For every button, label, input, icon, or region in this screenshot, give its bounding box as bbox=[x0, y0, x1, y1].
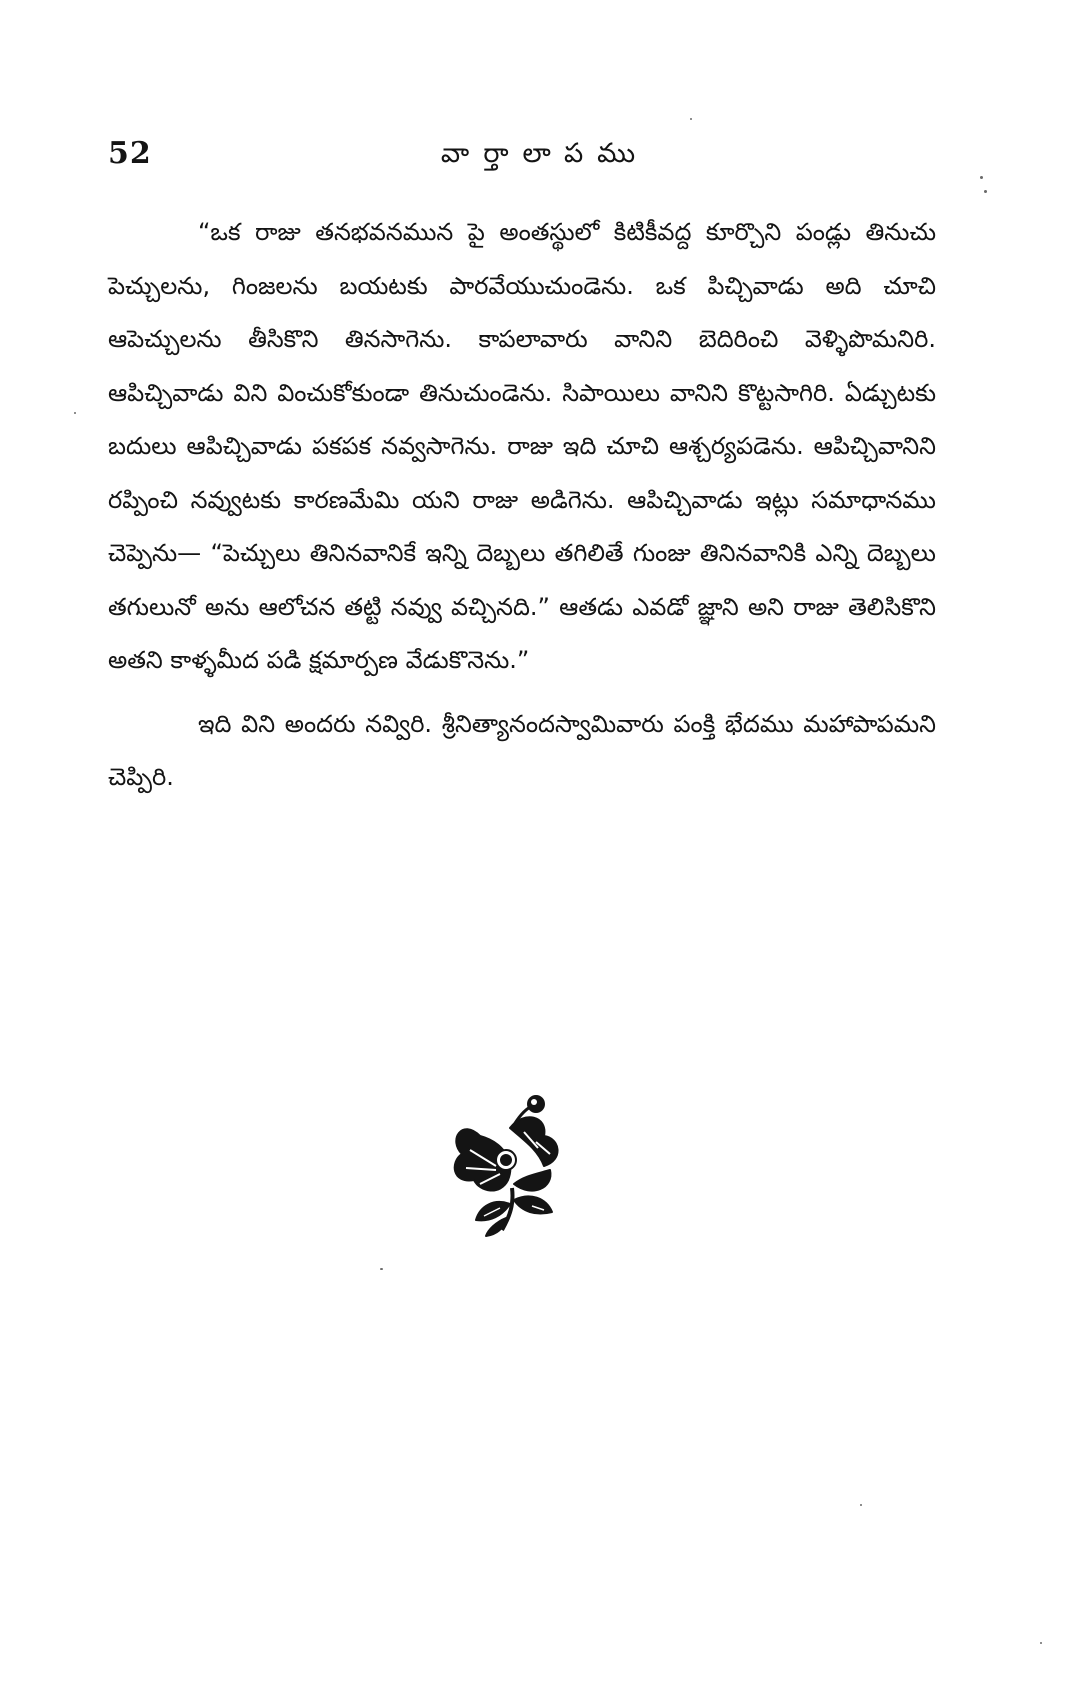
scan-speck bbox=[1040, 1642, 1042, 1644]
closing-paragraph: ఇది విని అందరు నవ్విరి. శ్రీనిత్యానందస్వామివారు పంక్తి భేదము మహాపాపమని చెప్పిరి. bbox=[108, 709, 936, 791]
scan-speck bbox=[984, 190, 987, 193]
scan-speck bbox=[860, 1504, 862, 1506]
scan-speck bbox=[980, 176, 983, 179]
scan-speck bbox=[74, 412, 76, 414]
scan-speck bbox=[690, 118, 692, 120]
body-text bbox=[108, 206, 936, 805]
story-paragraph: “ఒక రాజు తనభవనమున పై అంతస్థులో కిటికీవద్ద కూర్చొని పండ్లు తినుచు పెచ్చులను, గింజలను బయటకు పారవేయుచుండెను. ఒక పిచ్చివాడు అది చూచి ఆపెచ్చులను తీసికొని తినసాగెను. కాపలావారు వానిని బెదిరించి వెళ్ళిపొమనిరి. ఆపిచ్చివాడు విని వించుకోకుండా తినుచుండెను. సిపాయిలు వానిని కొట్టసాగిరి. ఏడ్చుటకు బదులు ఆపిచ్చివాడు పకపక నవ్వసాగెను. రాజు ఇది చూచి ఆశ్చర్యపడెను. ఆపిచ్చివానిని రప్పించి నవ్వుటకు కారణమేమి యని రాజు అడిగెను. ఆపిచ్చివాడు ఇట్లు సమాధానము చెప్పెను— “పెచ్చులు తినినవానికే ఇన్ని దెబ్బలు తగిలితే గుంజు తినినవానికి ఎన్ని దెబ్బలు తగులునో అను ఆలోచన తట్టి నవ్వు వచ్చినది.” ఆతడు ఎవడో జ్ఞాని అని రాజు తెలిసికొని అతని కాళ్ళమీద పడి క్షమార్పణ వేడుకొనెను.” bbox=[108, 218, 936, 674]
scan-speck bbox=[380, 1268, 383, 1270]
running-title: వార్తాలాపము bbox=[440, 138, 650, 169]
flower-vignette-icon bbox=[440, 1088, 590, 1238]
page-number: 52 bbox=[108, 136, 152, 171]
